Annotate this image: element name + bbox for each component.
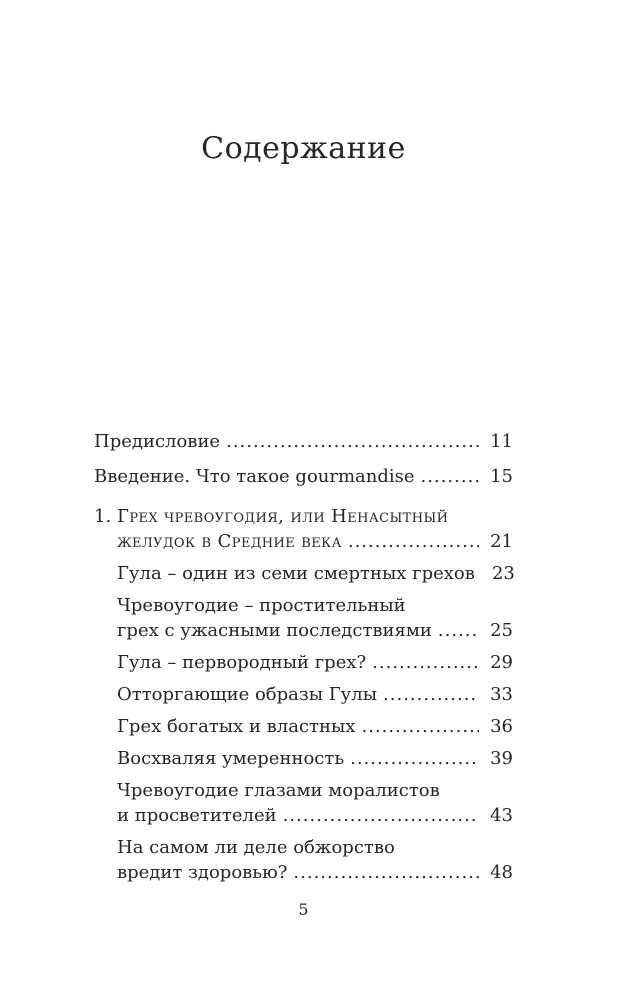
toc-entry-page: 39 [490,748,513,769]
chapter-number: 1. [94,506,112,527]
dot-leader [350,746,479,771]
toc-entry-label: Гула – один из семи смертных грехов [117,563,475,584]
toc-chapter-entry [94,529,513,554]
toc-entry-page: 23 [491,563,515,584]
page-title: Содержание [201,131,406,166]
toc-entry-page: 29 [490,652,513,673]
toc-entry [94,778,513,803]
toc-entry [94,860,513,885]
toc-entry [94,746,513,771]
toc-entry-page: 11 [490,431,513,452]
toc-entry [94,835,513,860]
toc-entry-label: Грех чревоугодия, или Ненасытный [117,506,449,527]
toc-entry-label: Чревоугодие – простительный [117,595,406,616]
toc-entry-label: грех с ужасными последствиями [117,620,432,641]
toc-entry [94,429,513,454]
dot-leader [421,464,479,489]
toc-entry [94,561,513,586]
toc-entry-page: 15 [490,466,513,487]
dot-leader [283,803,479,828]
dot-leader [293,860,479,885]
dot-leader [372,650,479,675]
toc-entry-label: Введение. Что такое gourmandise [94,466,415,487]
dot-leader [438,618,479,643]
toc-entry-label: Отторгающие образы Гулы [117,684,378,705]
toc-entry-label: и просветителей [117,805,277,826]
dot-leader [226,429,479,454]
toc-entry [94,682,513,707]
toc-entry-page: 33 [490,684,513,705]
toc-entry-label: Восхваляя умеренность [117,748,345,769]
toc-entry-label: Грех богатых и властных [117,716,356,737]
dot-leader [383,682,479,707]
toc-entry [94,464,513,489]
toc-entry [94,650,513,675]
toc-entry-page: 43 [490,805,513,826]
table-of-contents [94,429,513,885]
dot-leader [348,529,479,554]
dot-leader [362,714,480,739]
toc-entry-label: На самом ли деле обжорство [117,837,395,858]
page-footer [94,899,513,921]
toc-chapter-entry [94,504,513,529]
toc-entry-label: Гула – первородный грех? [117,652,367,673]
toc-entry [94,618,513,643]
toc-entry-label: желудок в Средние века [117,531,342,552]
toc-entry-label: Чревоугодие глазами моралистов [117,780,440,801]
toc-entry-page: 36 [490,716,513,737]
toc-entry-label: вредит здоровью? [117,862,288,883]
toc-entry-page: 48 [490,862,513,883]
toc-entry [94,593,513,618]
toc-entry-page: 25 [490,620,513,641]
toc-entry-label: Предисловие [94,431,221,452]
toc-entry [94,714,513,739]
toc-entry-page: 21 [490,531,513,552]
folio-page-number: 5 [298,900,309,919]
toc-entry [94,803,513,828]
